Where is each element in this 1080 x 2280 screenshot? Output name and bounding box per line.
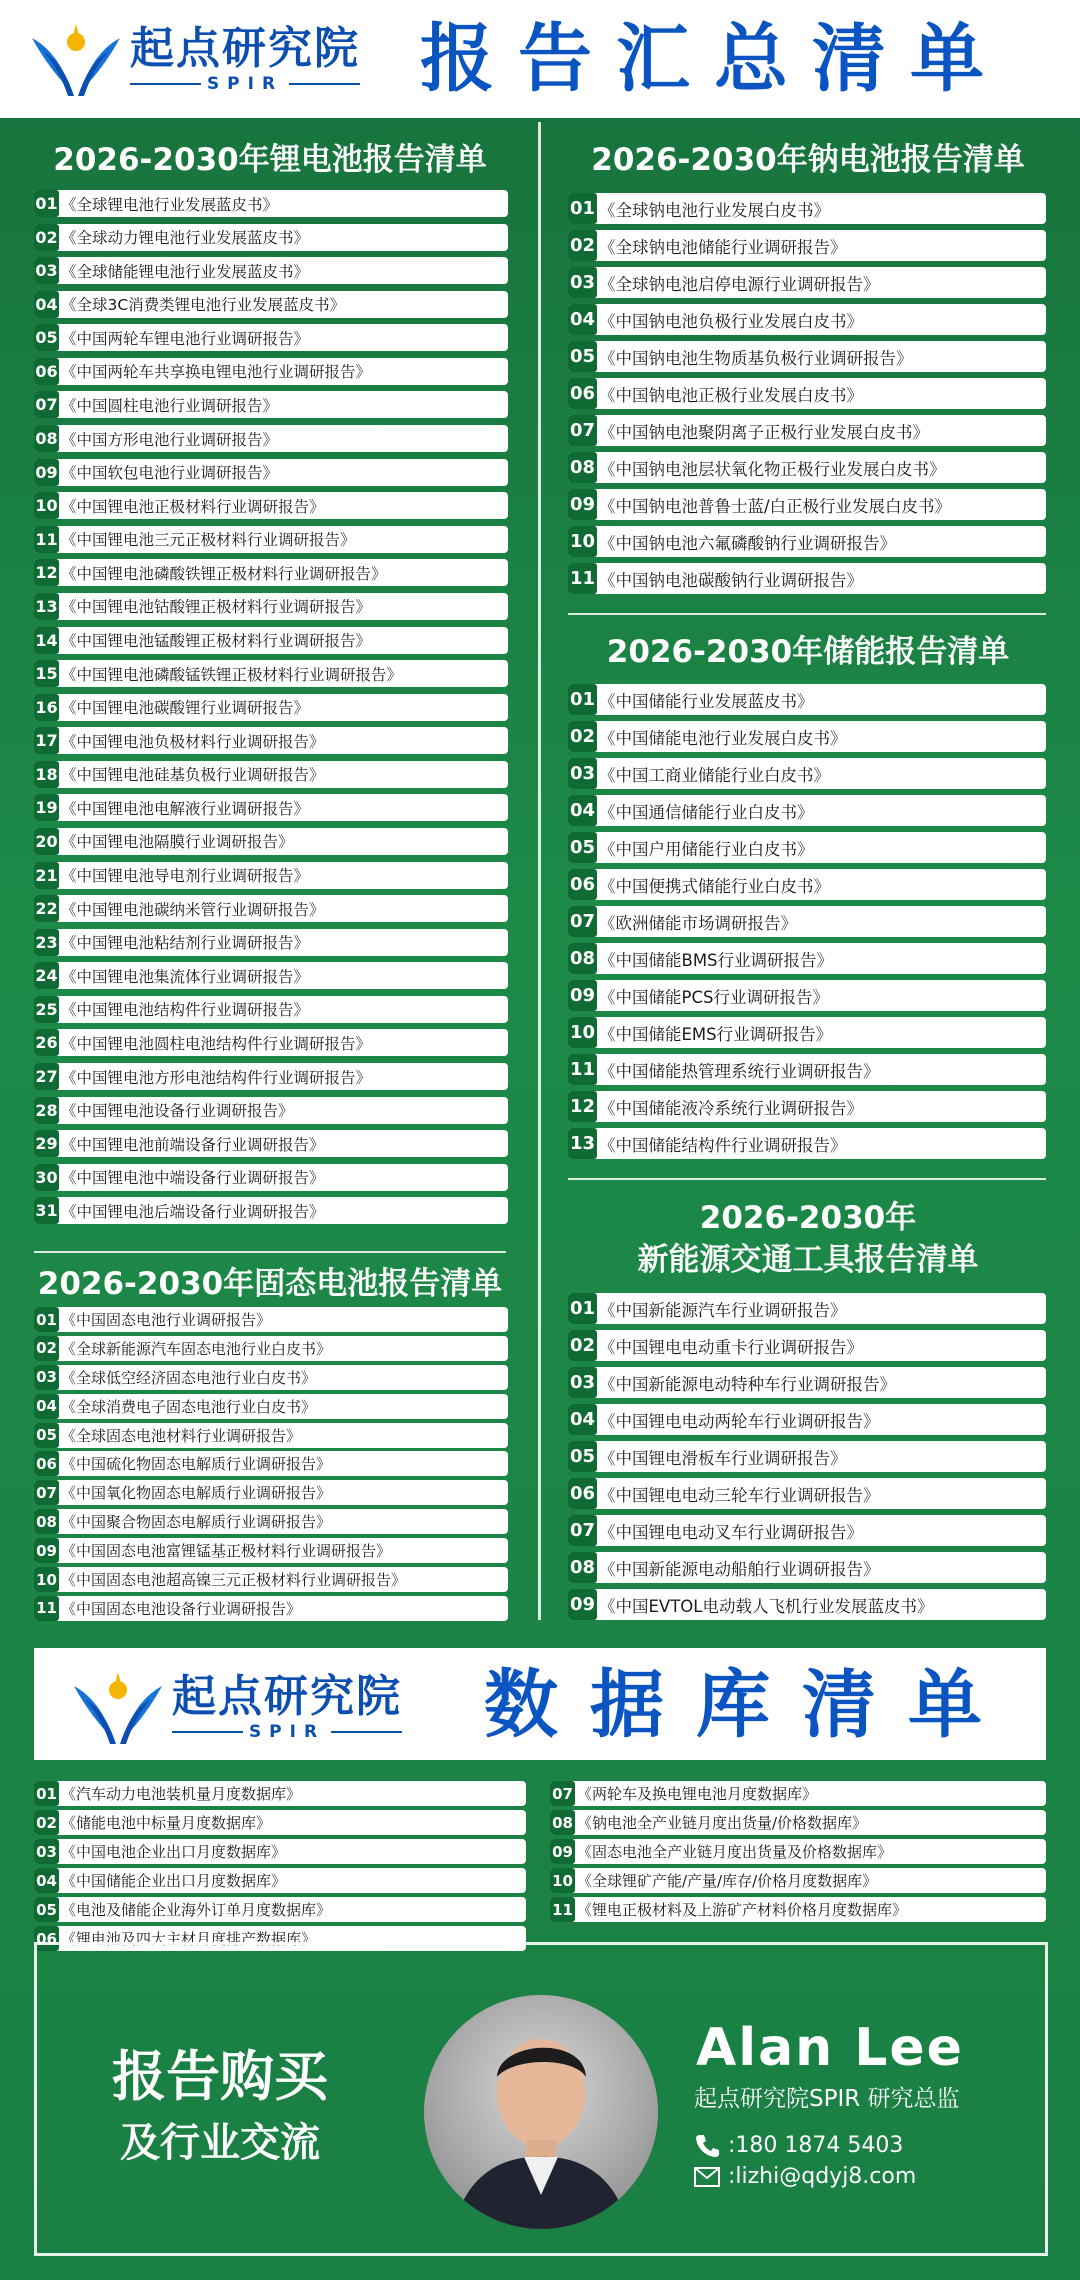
item-title: 《全球钠电池行业发展白皮书》	[599, 200, 830, 220]
list-item	[34, 559, 508, 586]
list-item	[34, 962, 508, 989]
list-item	[568, 415, 1046, 446]
item-number: 07	[34, 391, 59, 418]
item-title: 《汽车动力电池装机量月度数据库》	[61, 1785, 302, 1803]
spir-logo	[28, 18, 360, 100]
list-item	[550, 1897, 1046, 1922]
item-title: 《中国锂电池锰酸锂正极材料行业调研报告》	[61, 632, 372, 651]
item-number: 05	[34, 324, 59, 351]
item-number: 06	[568, 869, 597, 900]
storage-report-list	[568, 684, 1046, 1165]
item-number: 02	[568, 1330, 597, 1361]
item-number: 07	[550, 1781, 575, 1806]
list-item	[34, 660, 508, 687]
item-title: 《全球低空经济固态电池行业白皮书》	[61, 1368, 317, 1387]
item-title: 《中国储能EMS行业调研报告》	[599, 1024, 833, 1044]
item-title: 《中国硫化物固态电解质行业调研报告》	[61, 1455, 332, 1474]
item-title: 《中国储能液冷系统行业调研报告》	[599, 1098, 863, 1118]
item-title: 《电池及储能企业海外订单月度数据库》	[61, 1901, 332, 1919]
item-number: 31	[34, 1197, 59, 1224]
item-number: 02	[34, 1336, 59, 1361]
item-title: 《中国钠电池层状氧化物正极行业发展白皮书》	[599, 459, 946, 479]
item-title: 《中国便携式储能行业白皮书》	[599, 876, 830, 896]
spir-logo	[70, 1666, 402, 1748]
item-number: 08	[568, 943, 597, 974]
item-title: 《中国储能热管理系统行业调研报告》	[599, 1061, 880, 1081]
list-item	[34, 593, 508, 620]
item-number: 23	[34, 929, 59, 956]
item-title: 《中国锂电池电解液行业调研报告》	[61, 799, 310, 818]
item-number: 17	[34, 727, 59, 754]
item-title: 《中国锂电池中端设备行业调研报告》	[61, 1169, 325, 1188]
contact-slogan	[100, 2044, 340, 2176]
list-item	[34, 257, 508, 284]
list-item	[34, 1130, 508, 1157]
item-title: 《中国钠电池正极行业发展白皮书》	[599, 385, 863, 405]
list-item	[568, 230, 1046, 261]
top-header	[0, 0, 1080, 118]
item-title: 《中国储能企业出口月度数据库》	[61, 1872, 287, 1890]
item-number: 04	[34, 1868, 59, 1893]
item-title: 《两轮车及换电锂电池月度数据库》	[577, 1785, 818, 1803]
list-item	[568, 378, 1046, 409]
item-title: 《中国新能源电动船舶行业调研报告》	[599, 1559, 880, 1579]
list-item	[568, 1589, 1046, 1620]
item-number: 04	[568, 304, 597, 335]
item-number: 03	[568, 758, 597, 789]
list-item	[568, 1404, 1046, 1435]
divider	[34, 1251, 506, 1253]
list-item	[568, 1091, 1046, 1122]
item-title: 《中国聚合物固态电解质行业调研报告》	[61, 1513, 332, 1532]
list-item	[34, 627, 508, 654]
database-title: 数据库清单	[484, 1662, 1014, 1748]
list-item	[568, 489, 1046, 520]
database-banner	[34, 1648, 1046, 1760]
item-title: 《中国锂电滑板车行业调研报告》	[599, 1448, 847, 1468]
item-title: 《中国锂电池结构件行业调研报告》	[61, 1001, 310, 1020]
person-position: 起点研究院SPIR 研究总监	[694, 2086, 960, 2112]
item-number: 06	[34, 1926, 59, 1951]
list-item	[34, 996, 508, 1023]
item-number: 09	[34, 1538, 59, 1563]
item-title: 《中国储能BMS行业调研报告》	[599, 950, 834, 970]
list-item	[34, 1897, 526, 1922]
item-number: 05	[34, 1897, 59, 1922]
list-item	[550, 1839, 1046, 1864]
list-item	[568, 526, 1046, 557]
list-item	[34, 1480, 508, 1505]
item-number: 24	[34, 962, 59, 989]
page-title: 报告汇总清单	[420, 16, 1008, 102]
item-number: 26	[34, 1029, 59, 1056]
item-number: 30	[34, 1164, 59, 1191]
item-number: 11	[34, 526, 59, 553]
phone-icon	[694, 2132, 720, 2158]
item-number: 10	[568, 526, 597, 557]
item-title: 《中国锂电池钴酸锂正极材料行业调研报告》	[61, 598, 372, 617]
item-number: 11	[568, 563, 597, 594]
item-number: 01	[568, 684, 597, 715]
item-number: 07	[568, 415, 597, 446]
database-list-left	[34, 1781, 526, 1955]
item-number: 09	[568, 980, 597, 1011]
list-item	[34, 794, 508, 821]
item-number: 11	[568, 1054, 597, 1085]
spir-logo-icon	[70, 1666, 166, 1748]
database-list-right	[550, 1781, 1046, 1926]
item-title: 《锂电正极材料及上游矿产材料价格月度数据库》	[577, 1901, 908, 1919]
list-item	[568, 304, 1046, 335]
item-title: 《中国锂电池碳纳米管行业调研报告》	[61, 900, 325, 919]
item-title: 《中国锂电池碳酸锂行业调研报告》	[61, 699, 310, 718]
item-number: 20	[34, 828, 59, 855]
list-item	[568, 193, 1046, 224]
item-title: 《中国固态电池富锂锰基正极材料行业调研报告》	[61, 1542, 392, 1561]
item-title: 《中国锂电池正极材料行业调研报告》	[61, 497, 325, 516]
phone-number: :180 1874 5403	[728, 2132, 904, 2158]
list-item	[34, 929, 508, 956]
solid-state-section-title: 2026-2030年固态电池报告清单	[37, 1266, 503, 1302]
item-title: 《全球新能源汽车固态电池行业白皮书》	[61, 1339, 332, 1358]
item-title: 《中国圆柱电池行业调研报告》	[61, 396, 279, 415]
item-number: 04	[34, 1394, 59, 1419]
item-title: 《中国固态电池超高镍三元正极材料行业调研报告》	[61, 1571, 407, 1590]
item-title: 《中国钠电池聚阴离子正极行业发展白皮书》	[599, 422, 929, 442]
list-item	[34, 1336, 508, 1361]
list-item	[568, 869, 1046, 900]
list-item	[34, 1810, 526, 1835]
logo-subtitle: SPIR	[206, 74, 284, 94]
item-title: 《全球锂矿产能/产量/库存/价格月度数据库》	[577, 1872, 878, 1890]
item-title: 《中国锂电电动叉车行业调研报告》	[599, 1522, 863, 1542]
item-number: 29	[34, 1130, 59, 1157]
list-item	[568, 906, 1046, 937]
list-item	[34, 1394, 508, 1419]
logo-subtitle: SPIR	[248, 1722, 326, 1742]
item-title: 《全球储能锂电池行业发展蓝皮书》	[61, 262, 310, 281]
list-item	[568, 1367, 1046, 1398]
item-number: 04	[568, 795, 597, 826]
list-item	[568, 452, 1046, 483]
item-number: 25	[34, 996, 59, 1023]
slogan-line-1: 报告购买	[112, 2045, 328, 2108]
item-title: 《中国锂电电动重卡行业调研报告》	[599, 1337, 863, 1357]
email-line[interactable]	[694, 2164, 916, 2189]
item-title: 《全球钠电池启停电源行业调研报告》	[599, 274, 880, 294]
solid-state-report-list	[34, 1307, 508, 1625]
list-item	[34, 895, 508, 922]
item-number: 19	[34, 794, 59, 821]
list-item	[550, 1781, 1046, 1806]
list-item	[34, 1063, 508, 1090]
item-number: 07	[568, 906, 597, 937]
item-number: 12	[568, 1091, 597, 1122]
item-title: 《中国锂电池负极材料行业调研报告》	[61, 732, 325, 751]
list-item	[568, 1441, 1046, 1472]
item-title: 《中国锂电池粘结剂行业调研报告》	[61, 934, 310, 953]
list-item	[568, 1330, 1046, 1361]
item-number: 11	[550, 1897, 575, 1922]
list-item	[34, 358, 508, 385]
item-title: 《中国工商业储能行业白皮书》	[599, 765, 830, 785]
item-number: 02	[568, 721, 597, 752]
logo-title: 起点研究院	[172, 1671, 402, 1722]
item-number: 12	[34, 559, 59, 586]
item-title: 《中国锂电电动三轮车行业调研报告》	[599, 1485, 880, 1505]
person-photo	[424, 1995, 658, 2229]
item-number: 06	[34, 358, 59, 385]
item-number: 18	[34, 761, 59, 788]
item-title: 《中国钠电池普鲁士蓝/白正极行业发展白皮书》	[599, 496, 952, 516]
item-title: 《全球锂电池行业发展蓝皮书》	[61, 195, 279, 214]
item-title: 《锂电池及四大主材月度排产数据库》	[61, 1930, 317, 1948]
item-number: 07	[34, 1480, 59, 1505]
item-title: 《钠电池全产业链月度出货量/价格数据库》	[577, 1814, 868, 1832]
list-item	[568, 563, 1046, 594]
list-item	[34, 1423, 508, 1448]
item-title: 《中国锂电池硅基负极行业调研报告》	[61, 766, 325, 785]
list-item	[568, 758, 1046, 789]
item-number: 04	[568, 1404, 597, 1435]
person-name: Alan Lee	[696, 2018, 964, 2078]
list-item	[34, 324, 508, 351]
item-title: 《中国锂电池后端设备行业调研报告》	[61, 1202, 325, 1221]
list-item	[568, 832, 1046, 863]
list-item	[568, 980, 1046, 1011]
item-number: 10	[568, 1017, 597, 1048]
item-title: 《中国通信储能行业白皮书》	[599, 802, 814, 822]
item-title: 《固态电池全产业链月度出货量及价格数据库》	[577, 1843, 893, 1861]
item-number: 03	[568, 267, 597, 298]
item-number: 08	[568, 1552, 597, 1583]
list-item	[34, 1567, 508, 1592]
item-title: 《中国钠电池负极行业发展白皮书》	[599, 311, 863, 331]
item-number: 06	[568, 1478, 597, 1509]
list-item	[34, 1197, 508, 1224]
list-item	[34, 459, 508, 486]
item-number: 14	[34, 627, 59, 654]
nev-section-title-line1: 2026-2030年	[699, 1200, 917, 1236]
person-silhouette-icon	[424, 1995, 658, 2229]
item-number: 16	[34, 694, 59, 721]
item-title: 《中国锂电池集流体行业调研报告》	[61, 967, 310, 986]
list-item	[34, 1839, 526, 1864]
list-item	[568, 795, 1046, 826]
nev-report-list	[568, 1293, 1046, 1626]
list-item	[568, 341, 1046, 372]
list-item	[568, 267, 1046, 298]
lithium-section-title: 2026-2030年锂电池报告清单	[53, 142, 487, 178]
list-item	[550, 1868, 1046, 1893]
item-title: 《中国EVTOL电动载人飞机行业发展蓝皮书》	[599, 1596, 934, 1616]
item-number: 21	[34, 862, 59, 889]
item-title: 《中国两轮车锂电池行业调研报告》	[61, 329, 310, 348]
spir-logo-icon	[28, 18, 124, 100]
list-item	[34, 1538, 508, 1563]
item-number: 01	[568, 1293, 597, 1324]
item-title: 《中国固态电池行业调研报告》	[61, 1311, 272, 1329]
divider	[568, 613, 1046, 615]
storage-section-title: 2026-2030年储能报告清单	[606, 634, 1010, 670]
item-number: 08	[568, 452, 597, 483]
list-item	[568, 684, 1046, 715]
item-number: 02	[568, 230, 597, 261]
item-number: 01	[34, 1307, 59, 1332]
item-number: 09	[34, 459, 59, 486]
list-item	[34, 492, 508, 519]
item-number: 02	[34, 1810, 59, 1835]
item-title: 《中国锂电池圆柱电池结构件行业调研报告》	[61, 1034, 372, 1053]
list-item	[568, 1054, 1046, 1085]
item-title: 《中国方形电池行业调研报告》	[61, 430, 279, 449]
item-number: 11	[34, 1596, 59, 1621]
item-number: 09	[568, 489, 597, 520]
lithium-report-list	[34, 190, 508, 1231]
item-number: 15	[34, 660, 59, 687]
item-number: 10	[550, 1868, 575, 1893]
item-number: 08	[34, 1509, 59, 1534]
list-item	[34, 1596, 508, 1621]
item-number: 08	[550, 1810, 575, 1835]
list-item	[568, 943, 1046, 974]
item-title: 《中国锂电池三元正极材料行业调研报告》	[61, 531, 356, 550]
item-number: 03	[34, 1365, 59, 1390]
item-number: 10	[34, 1567, 59, 1592]
item-number: 03	[568, 1367, 597, 1398]
list-item	[34, 1029, 508, 1056]
item-number: 03	[34, 1839, 59, 1864]
item-number: 08	[34, 425, 59, 452]
item-title: 《中国固态电池设备行业调研报告》	[61, 1599, 302, 1618]
item-number: 10	[34, 492, 59, 519]
column-divider	[538, 122, 541, 1620]
item-title: 《中国锂电池磷酸锰铁锂正极材料行业调研报告》	[61, 665, 403, 684]
item-title: 《中国户用储能行业白皮书》	[599, 839, 814, 859]
item-title: 《中国锂电池设备行业调研报告》	[61, 1102, 294, 1121]
item-title: 《全球固态电池材料行业调研报告》	[61, 1426, 302, 1445]
logo-title: 起点研究院	[130, 23, 360, 74]
item-number: 07	[568, 1515, 597, 1546]
list-item	[34, 1451, 508, 1476]
list-item	[34, 1781, 526, 1806]
sodium-section-title: 2026-2030年钠电池报告清单	[591, 142, 1025, 178]
item-number: 01	[34, 190, 59, 217]
item-number: 13	[568, 1128, 597, 1159]
item-number: 09	[568, 1589, 597, 1620]
list-item	[568, 1017, 1046, 1048]
list-item	[34, 526, 508, 553]
item-title: 《中国新能源汽车行业调研报告》	[599, 1300, 847, 1320]
item-number: 06	[34, 1451, 59, 1476]
divider	[568, 1178, 1046, 1180]
item-title: 《中国新能源电动特种车行业调研报告》	[599, 1374, 896, 1394]
item-number: 02	[34, 224, 59, 251]
list-item	[34, 291, 508, 318]
item-title: 《中国储能PCS行业调研报告》	[599, 987, 829, 1007]
item-title: 《全球消费电子固态电池行业白皮书》	[61, 1397, 317, 1416]
item-title: 《中国锂电电动两轮车行业调研报告》	[599, 1411, 880, 1431]
slogan-line-2: 及行业交流	[120, 2120, 320, 2166]
list-item	[34, 391, 508, 418]
item-number: 27	[34, 1063, 59, 1090]
phone-line[interactable]	[694, 2132, 903, 2158]
nev-section-title-line2: 新能源交通工具报告清单	[637, 1242, 979, 1278]
item-number: 09	[550, 1839, 575, 1864]
email-icon	[694, 2167, 720, 2187]
list-item	[34, 190, 508, 217]
item-title: 《中国锂电池导电剂行业调研报告》	[61, 867, 310, 886]
item-title: 《中国两轮车共享换电锂电池行业调研报告》	[61, 363, 372, 382]
item-number: 03	[34, 257, 59, 284]
item-number: 22	[34, 895, 59, 922]
item-title: 《中国锂电池前端设备行业调研报告》	[61, 1135, 325, 1154]
item-number: 04	[34, 291, 59, 318]
list-item	[34, 761, 508, 788]
list-item	[34, 862, 508, 889]
item-title: 《全球钠电池储能行业调研报告》	[599, 237, 847, 257]
item-number: 05	[568, 1441, 597, 1472]
list-item	[34, 1365, 508, 1390]
item-title: 《中国储能电池行业发展白皮书》	[599, 728, 847, 748]
list-item	[550, 1810, 1046, 1835]
list-item	[568, 1128, 1046, 1159]
item-title: 《全球动力锂电池行业发展蓝皮书》	[61, 229, 310, 248]
item-number: 06	[568, 378, 597, 409]
item-title: 《中国钠电池六氟磷酸钠行业调研报告》	[599, 533, 896, 553]
list-item	[34, 1164, 508, 1191]
list-item	[568, 721, 1046, 752]
list-item	[34, 1307, 508, 1332]
item-title: 《中国钠电池碳酸钠行业调研报告》	[599, 570, 863, 590]
item-number: 13	[34, 593, 59, 620]
list-item	[568, 1515, 1046, 1546]
item-number: 05	[568, 341, 597, 372]
item-number: 28	[34, 1097, 59, 1124]
item-title: 《中国锂电池隔膜行业调研报告》	[61, 833, 294, 852]
item-number: 05	[34, 1423, 59, 1448]
sodium-report-list	[568, 193, 1046, 600]
item-title: 《中国储能行业发展蓝皮书》	[599, 691, 814, 711]
item-title: 《中国软包电池行业调研报告》	[61, 464, 279, 483]
item-title: 《欧洲储能市场调研报告》	[599, 913, 797, 933]
email-address: :lizhi@qdyj8.com	[728, 2164, 917, 2189]
list-item	[34, 425, 508, 452]
item-title: 《全球3C消费类锂电池行业发展蓝皮书》	[61, 296, 346, 315]
list-item	[568, 1478, 1046, 1509]
list-item	[34, 727, 508, 754]
list-item	[34, 1868, 526, 1893]
list-item	[568, 1293, 1046, 1324]
item-title: 《储能电池中标量月度数据库》	[61, 1814, 272, 1832]
item-title: 《中国锂电池磷酸铁锂正极材料行业调研报告》	[61, 564, 387, 583]
item-title: 《中国钠电池生物质基负极行业调研报告》	[599, 348, 913, 368]
list-item	[34, 1097, 508, 1124]
list-item	[34, 224, 508, 251]
item-number: 01	[568, 193, 597, 224]
item-title: 《中国锂电池方形电池结构件行业调研报告》	[61, 1068, 372, 1087]
list-item	[34, 1509, 508, 1534]
list-item	[568, 1552, 1046, 1583]
item-title: 《中国储能结构件行业调研报告》	[599, 1135, 847, 1155]
list-item	[34, 694, 508, 721]
item-number: 05	[568, 832, 597, 863]
item-title: 《中国电池企业出口月度数据库》	[61, 1843, 287, 1861]
item-title: 《中国氧化物固态电解质行业调研报告》	[61, 1484, 332, 1503]
list-item	[34, 828, 508, 855]
item-number: 01	[34, 1781, 59, 1806]
